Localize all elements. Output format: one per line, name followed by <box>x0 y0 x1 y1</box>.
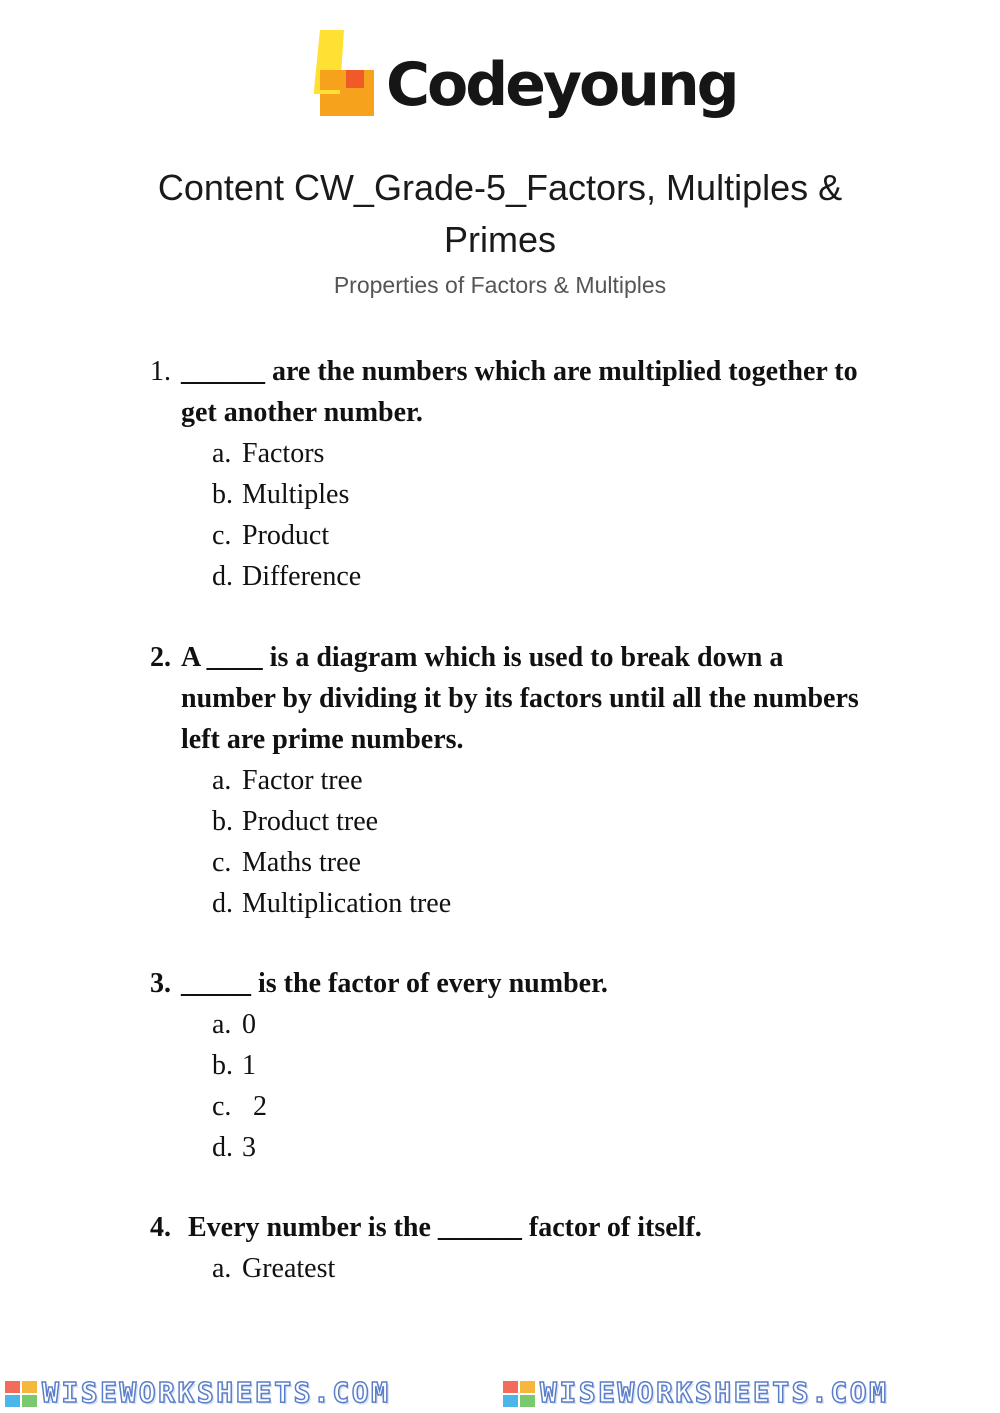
question-1-option-a[interactable] <box>212 433 870 474</box>
option-letter: a. <box>212 1253 232 1284</box>
option-text: Multiplication tree <box>242 888 452 919</box>
question-4-prompt: Every number is the ______ factor of itself. <box>188 1212 702 1243</box>
question-1-option-c[interactable] <box>212 515 870 556</box>
option-letter: d. <box>212 561 233 592</box>
option-letter: c. <box>212 1091 232 1122</box>
option-text: Multiples <box>242 479 350 510</box>
question-3-number: 3. <box>150 968 171 999</box>
footer-watermark <box>0 1374 1000 1413</box>
question-3-prompt: _____ is the factor of every number. <box>181 968 608 999</box>
watermark-group <box>4 1374 498 1413</box>
question-3-options <box>150 1004 870 1168</box>
question-2-option-a[interactable] <box>212 760 870 801</box>
question-3-option-b[interactable] <box>212 1045 870 1086</box>
question-1-option-b[interactable] <box>212 474 870 515</box>
question-1-prompt: ______ are the numbers which are multiplied together to get another number. <box>181 356 858 428</box>
option-text: Factors <box>242 438 325 469</box>
watermark-group <box>502 1374 1000 1413</box>
question-2-option-c[interactable] <box>212 842 870 883</box>
wiseworksheets-badge-icon <box>502 1380 536 1408</box>
watermark-text: WISEWORKSHEETS.COM <box>42 1376 391 1409</box>
question-4-text <box>150 1207 870 1248</box>
codeyoung-logo <box>310 28 737 138</box>
option-text: Product <box>242 520 330 551</box>
question-2-options <box>150 760 870 924</box>
option-text: Factor tree <box>242 765 363 796</box>
option-text: 1 <box>242 1050 256 1081</box>
page-subtitle: Properties of Factors & Multiples <box>333 272 667 298</box>
question-1-option-d[interactable] <box>212 556 870 597</box>
option-letter: a. <box>212 438 232 469</box>
question-1 <box>150 351 870 597</box>
question-2-option-b[interactable] <box>212 801 870 842</box>
codeyoung-logo-mark-icon <box>310 28 380 123</box>
option-text: 3 <box>242 1132 256 1163</box>
option-text: Maths tree <box>242 847 361 878</box>
option-letter: b. <box>212 806 233 837</box>
option-letter: a. <box>212 765 232 796</box>
option-text: 2 <box>253 1091 267 1122</box>
option-letter: d. <box>212 888 233 919</box>
question-1-number: 1. <box>150 356 171 387</box>
codeyoung-wordmark: Codeyoung <box>386 50 737 120</box>
question-3-option-d[interactable] <box>212 1127 870 1168</box>
option-text: Product tree <box>242 806 379 837</box>
option-letter: a. <box>212 1009 232 1040</box>
question-3-text <box>150 963 870 1004</box>
question-4 <box>150 1207 870 1289</box>
option-text: Difference <box>242 561 362 592</box>
question-4-options <box>150 1248 870 1289</box>
option-letter: d. <box>212 1132 233 1163</box>
wiseworksheets-badge-icon <box>4 1380 38 1408</box>
question-3-option-a[interactable] <box>212 1004 870 1045</box>
question-4-number: 4. <box>150 1212 171 1243</box>
option-letter: c. <box>212 520 232 551</box>
question-2 <box>150 637 870 924</box>
question-3-option-c[interactable] <box>212 1086 870 1127</box>
watermark-text: WISEWORKSHEETS.COM <box>540 1376 889 1409</box>
question-2-text <box>150 637 870 760</box>
page-title: Content CW_Grade-5_Factors, Multiples & Primes <box>157 167 843 260</box>
question-2-option-d[interactable] <box>212 883 870 924</box>
option-letter: b. <box>212 479 233 510</box>
option-text: Greatest <box>242 1253 336 1284</box>
option-text: 0 <box>242 1009 256 1040</box>
question-3 <box>150 963 870 1168</box>
option-letter: b. <box>212 1050 233 1081</box>
question-1-text <box>150 351 870 433</box>
question-2-prompt: A ____ is a diagram which is used to break down a number by dividing it by its factors until all the numbers left are prime numbers. <box>181 642 859 755</box>
option-letter: c. <box>212 847 232 878</box>
question-4-option-a[interactable] <box>212 1248 870 1289</box>
question-2-number: 2. <box>150 642 171 673</box>
question-1-options <box>150 433 870 597</box>
